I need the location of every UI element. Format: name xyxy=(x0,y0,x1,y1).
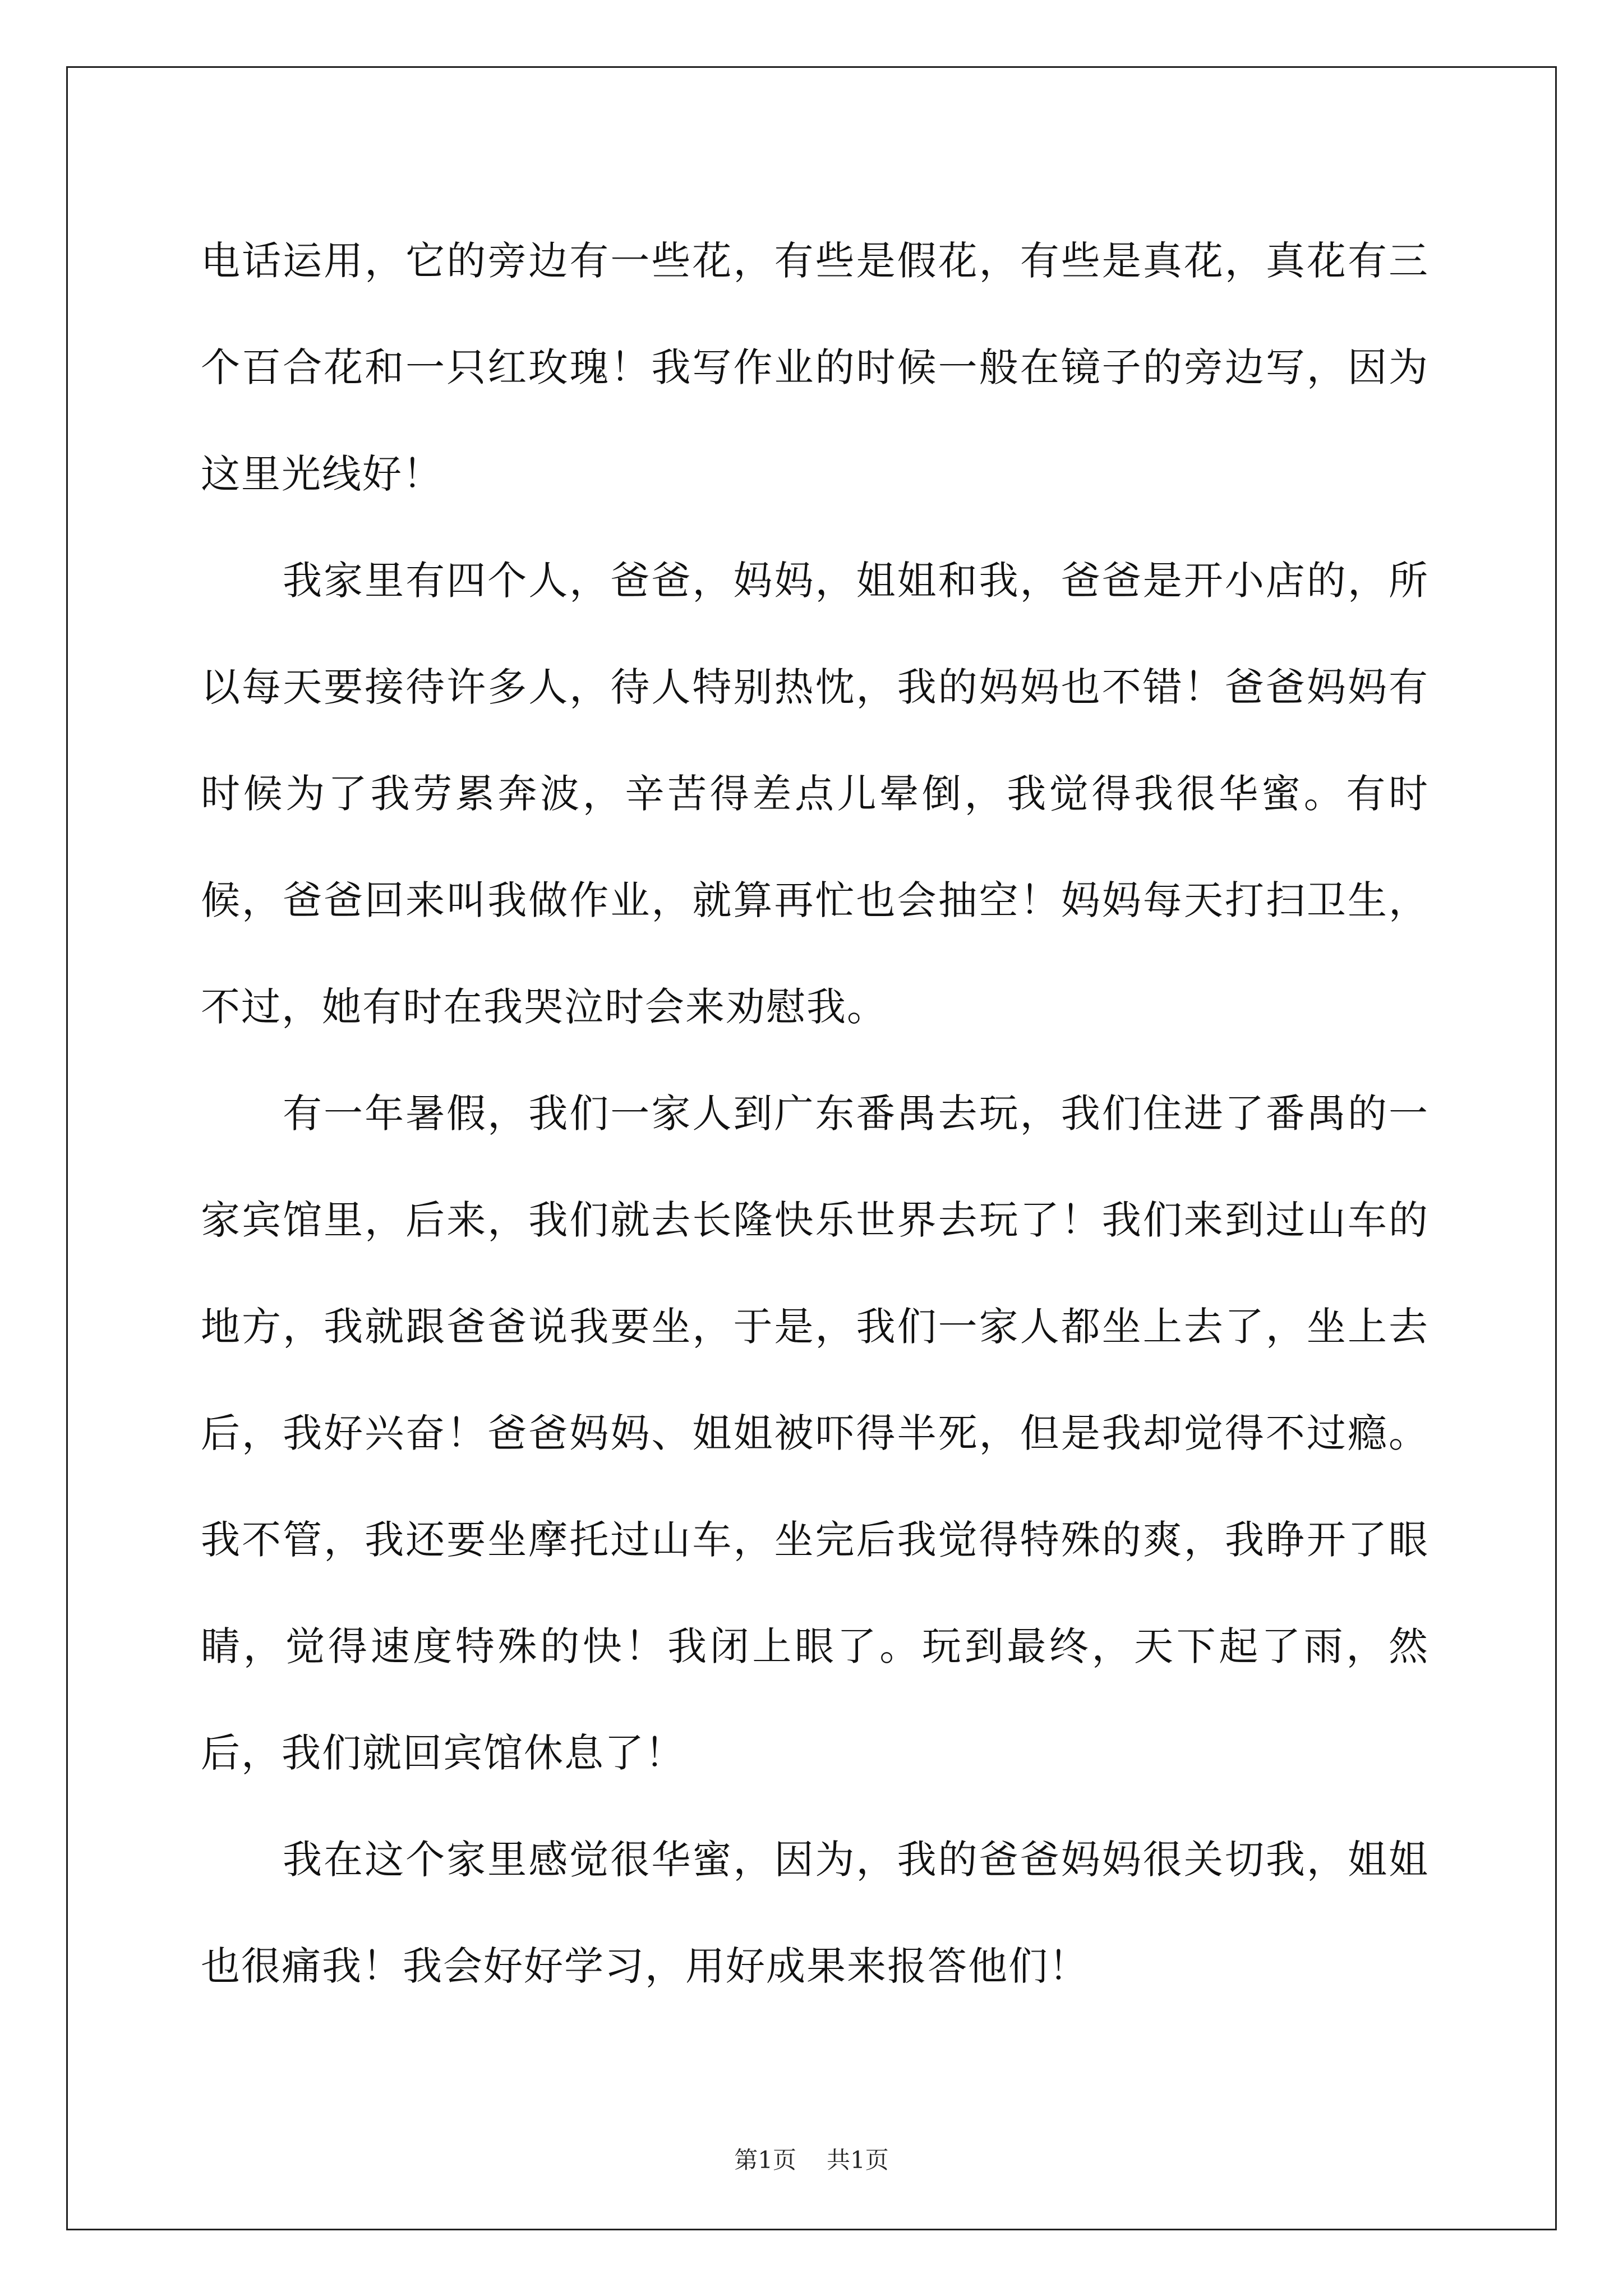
paragraph-summer-trip: 有一年暑假，我们一家人到广东番禺去玩，我们住进了番禺的一家宾馆里，后来，我们就去长隆快乐世界去玩了！我们来到过山车的地方，我就跟爸爸说我要坐，于是，我们一家人都坐上去了，坐上去后，我好兴奋！爸爸妈妈、姐姐被吓得半死，但是我却觉得不过瘾。我不管，我还要坐摩托过山车，坐完后我觉得特殊的爽，我睁开了眼睛，觉得速度特殊的快！我闭上眼了。玩到最终，天下起了雨，然后，我们就回宾馆休息了！ xyxy=(201,1091,1429,1776)
paragraph-continued: 电话运用，它的旁边有一些花，有些是假花，有些是真花，真花有三个百合花和一只红玫瑰！我写作业的时候一般在镜子的旁边写，因为这里光线好！ xyxy=(201,238,1429,497)
page-number: 第1页 xyxy=(734,2146,796,2174)
document-body xyxy=(201,208,1429,2019)
paragraph-conclusion: 我在这个家里感觉很华蜜，因为，我的爸爸妈妈很关切我，姐姐也很痛我！我会好好学习，用好成果来报答他们！ xyxy=(201,1837,1429,1989)
page-total: 共1页 xyxy=(827,2146,889,2174)
page-footer xyxy=(0,2142,1623,2175)
paragraph-family: 我家里有四个人，爸爸，妈妈，姐姐和我，爸爸是开小店的，所以每天要接待许多人，待人特别热忱，我的妈妈也不错！爸爸妈妈有时候为了我劳累奔波，辛苦得差点儿晕倒，我觉得我很华蜜。有时候，爸爸回来叫我做作业，就算再忙也会抽空！妈妈每天打扫卫生，不过，她有时在我哭泣时会来劝慰我。 xyxy=(201,558,1429,1030)
